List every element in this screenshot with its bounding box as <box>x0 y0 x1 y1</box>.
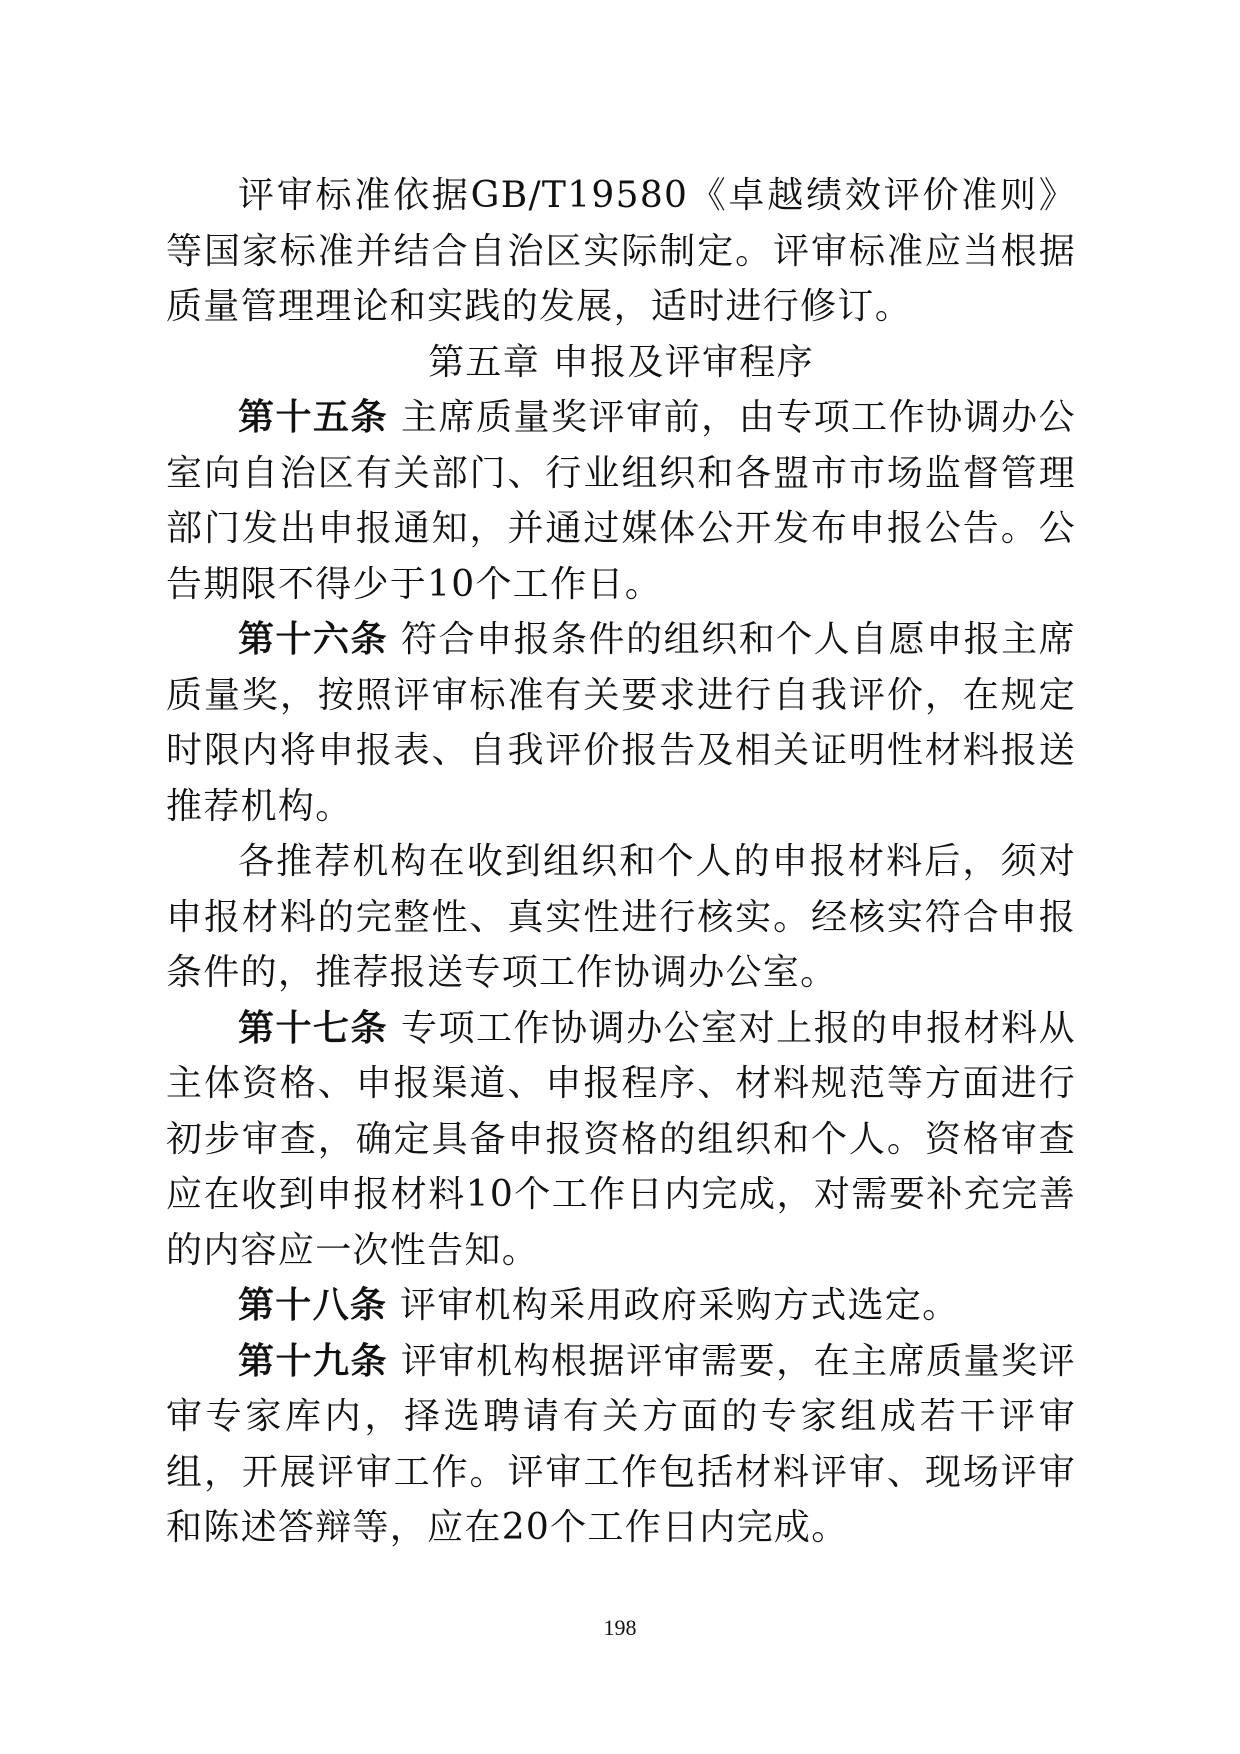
article-text: 符合申报条件的组织和个人自愿申报主席质量奖，按照评审标准有关要求进行自我评价，在规定时限内将申报表、自我评价报告及相关证明性材料报送推荐机构。 <box>166 619 1076 827</box>
article-text: 专项工作协调办公室对上报的申报材料从主体资格、申报渠道、申报程序、材料规范等方面进行初步审查，确定具备申报资格的组织和个人。资格审查应在收到申报材料10个工作日内完成，对需要补充完善的内容应一次性告知。 <box>166 1007 1076 1271</box>
article-label: 第十八条 <box>238 1284 388 1326</box>
page-number: 198 <box>603 1615 637 1640</box>
article-16 <box>166 612 1076 834</box>
article-label: 第十七条 <box>238 1006 389 1049</box>
article-label: 第十九条 <box>238 1339 389 1382</box>
paragraph-recommending-agencies <box>166 834 1076 1001</box>
article-15 <box>166 390 1076 612</box>
paragraph-text: 评审标准依据GB/T19580《卓越绩效评价准则》等国家标准并结合自治区实际制定。评审标准应当根据质量管理理论和实践的发展，适时进行修订。 <box>166 175 1076 327</box>
article-label: 第十六条 <box>238 618 389 660</box>
paragraph-text: 各推荐机构在收到组织和个人的申报材料后，须对申报材料的完整性、真实性进行核实。经核实符合申报条件的，推荐报送专项工作协调办公室。 <box>166 841 1076 993</box>
article-text: 评审机构采用政府采购方式选定。 <box>387 1285 960 1326</box>
article-text: 评审机构根据评审需要，在主席质量奖评审专家库内，择选聘请有关方面的专家组成若干评审组，开展评审工作。评审工作包括材料评审、现场评审和陈述答辩等，应在20个工作日内完成。 <box>166 1340 1076 1548</box>
document-body <box>166 168 1076 1556</box>
paragraph-evaluation-standard <box>166 168 1076 335</box>
article-19 <box>166 1334 1076 1556</box>
article-label: 第十五条 <box>238 396 389 438</box>
article-text: 主席质量奖评审前，由专项工作协调办公室向自治区有关部门、行业组织和各盟市市场监督管理部门发出申报通知，并通过媒体公开发布申报公告。公告期限不得少于10个工作日。 <box>166 397 1076 605</box>
chapter-title: 第五章 申报及评审程序 <box>428 341 814 383</box>
article-17 <box>166 1001 1076 1279</box>
article-18 <box>166 1278 1076 1334</box>
